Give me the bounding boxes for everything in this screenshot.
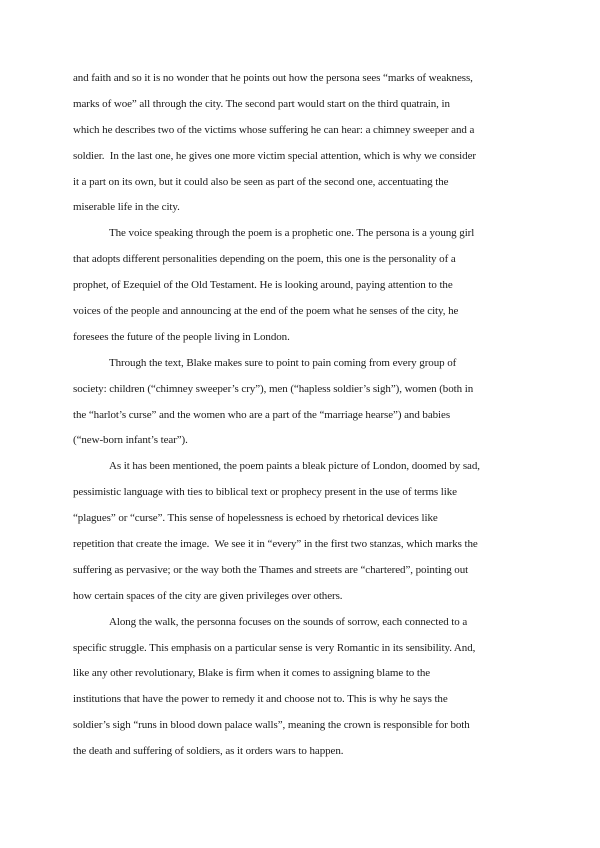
text-line: foresees the future of the people living in London. <box>73 330 290 343</box>
paragraph-first-line: As it has been mentioned, the poem paints a bleak picture of London, doomed by sad, <box>109 460 480 473</box>
paragraph-first-line: The voice speaking through the poem is a prophetic one. The persona is a young girl <box>109 227 475 240</box>
text-line: pessimistic language with ties to biblical text or prophecy present in the use of terms like <box>73 486 457 499</box>
text-line: marks of woe” all through the city. The second part would start on the third quatrain, in <box>73 97 450 110</box>
text-line: that adopts different personalities depending on the poem, this one is the personality of a <box>73 253 456 266</box>
text-line: soldier’s sigh “runs in blood down palace walls”, meaning the crown is responsible for both <box>73 719 470 732</box>
text-line: specific struggle. This emphasis on a particular sense is very Romantic in its sensibility. And, <box>73 641 476 654</box>
text-line: suffering as pervasive; or the way both the Thames and streets are “chartered”, pointing out <box>73 563 469 576</box>
text-line: repetition that create the image. We see it in “every” in the first two stanzas, which marks the <box>73 538 478 551</box>
text-line: institutions that have the power to remedy it and choose not to. This is why he says the <box>73 693 448 706</box>
text-line: soldier. In the last one, he gives one more victim special attention, which is why we consider <box>73 149 476 162</box>
text-line: the death and suffering of soldiers, as it orders wars to happen. <box>73 745 344 758</box>
text-line: “plagues” or “curse”. This sense of hopelessness is echoed by rhetorical devices like <box>73 512 438 525</box>
text-line: voices of the people and announcing at the end of the poem what he senses of the city, he <box>73 305 459 318</box>
text-line: how certain spaces of the city are given privileges over others. <box>73 589 343 602</box>
text-line: society: children (“chimney sweeper’s cry”), men (“hapless soldier’s sigh”), women (both in <box>73 382 474 395</box>
text-line: it a part on its own, but it could also be seen as part of the second one, accentuating the <box>73 175 449 188</box>
text-line: miserable life in the city. <box>73 201 180 214</box>
essay-body <box>73 66 533 765</box>
text-line: prophet, of Ezequiel of the Old Testament. He is looking around, paying attention to the <box>73 279 453 292</box>
text-line: which he describes two of the victims whose suffering he can hear: a chimney sweeper and a <box>73 123 475 136</box>
text-line: and faith and so it is no wonder that he points out how the persona sees “marks of weakness, <box>73 72 473 84</box>
paragraph-first-line: Along the walk, the personna focuses on the sounds of sorrow, each connected to a <box>109 615 468 628</box>
paragraph-first-line: Through the text, Blake makes sure to point to pain coming from every group of <box>109 356 457 369</box>
text-line: (“new-born infant’s tear”). <box>73 434 188 447</box>
text-line: the “harlot’s curse” and the women who are a part of the “marriage hearse”) and babies <box>73 408 451 421</box>
text-line: like any other revolutionary, Blake is firm when it comes to assigning blame to the <box>73 667 431 680</box>
